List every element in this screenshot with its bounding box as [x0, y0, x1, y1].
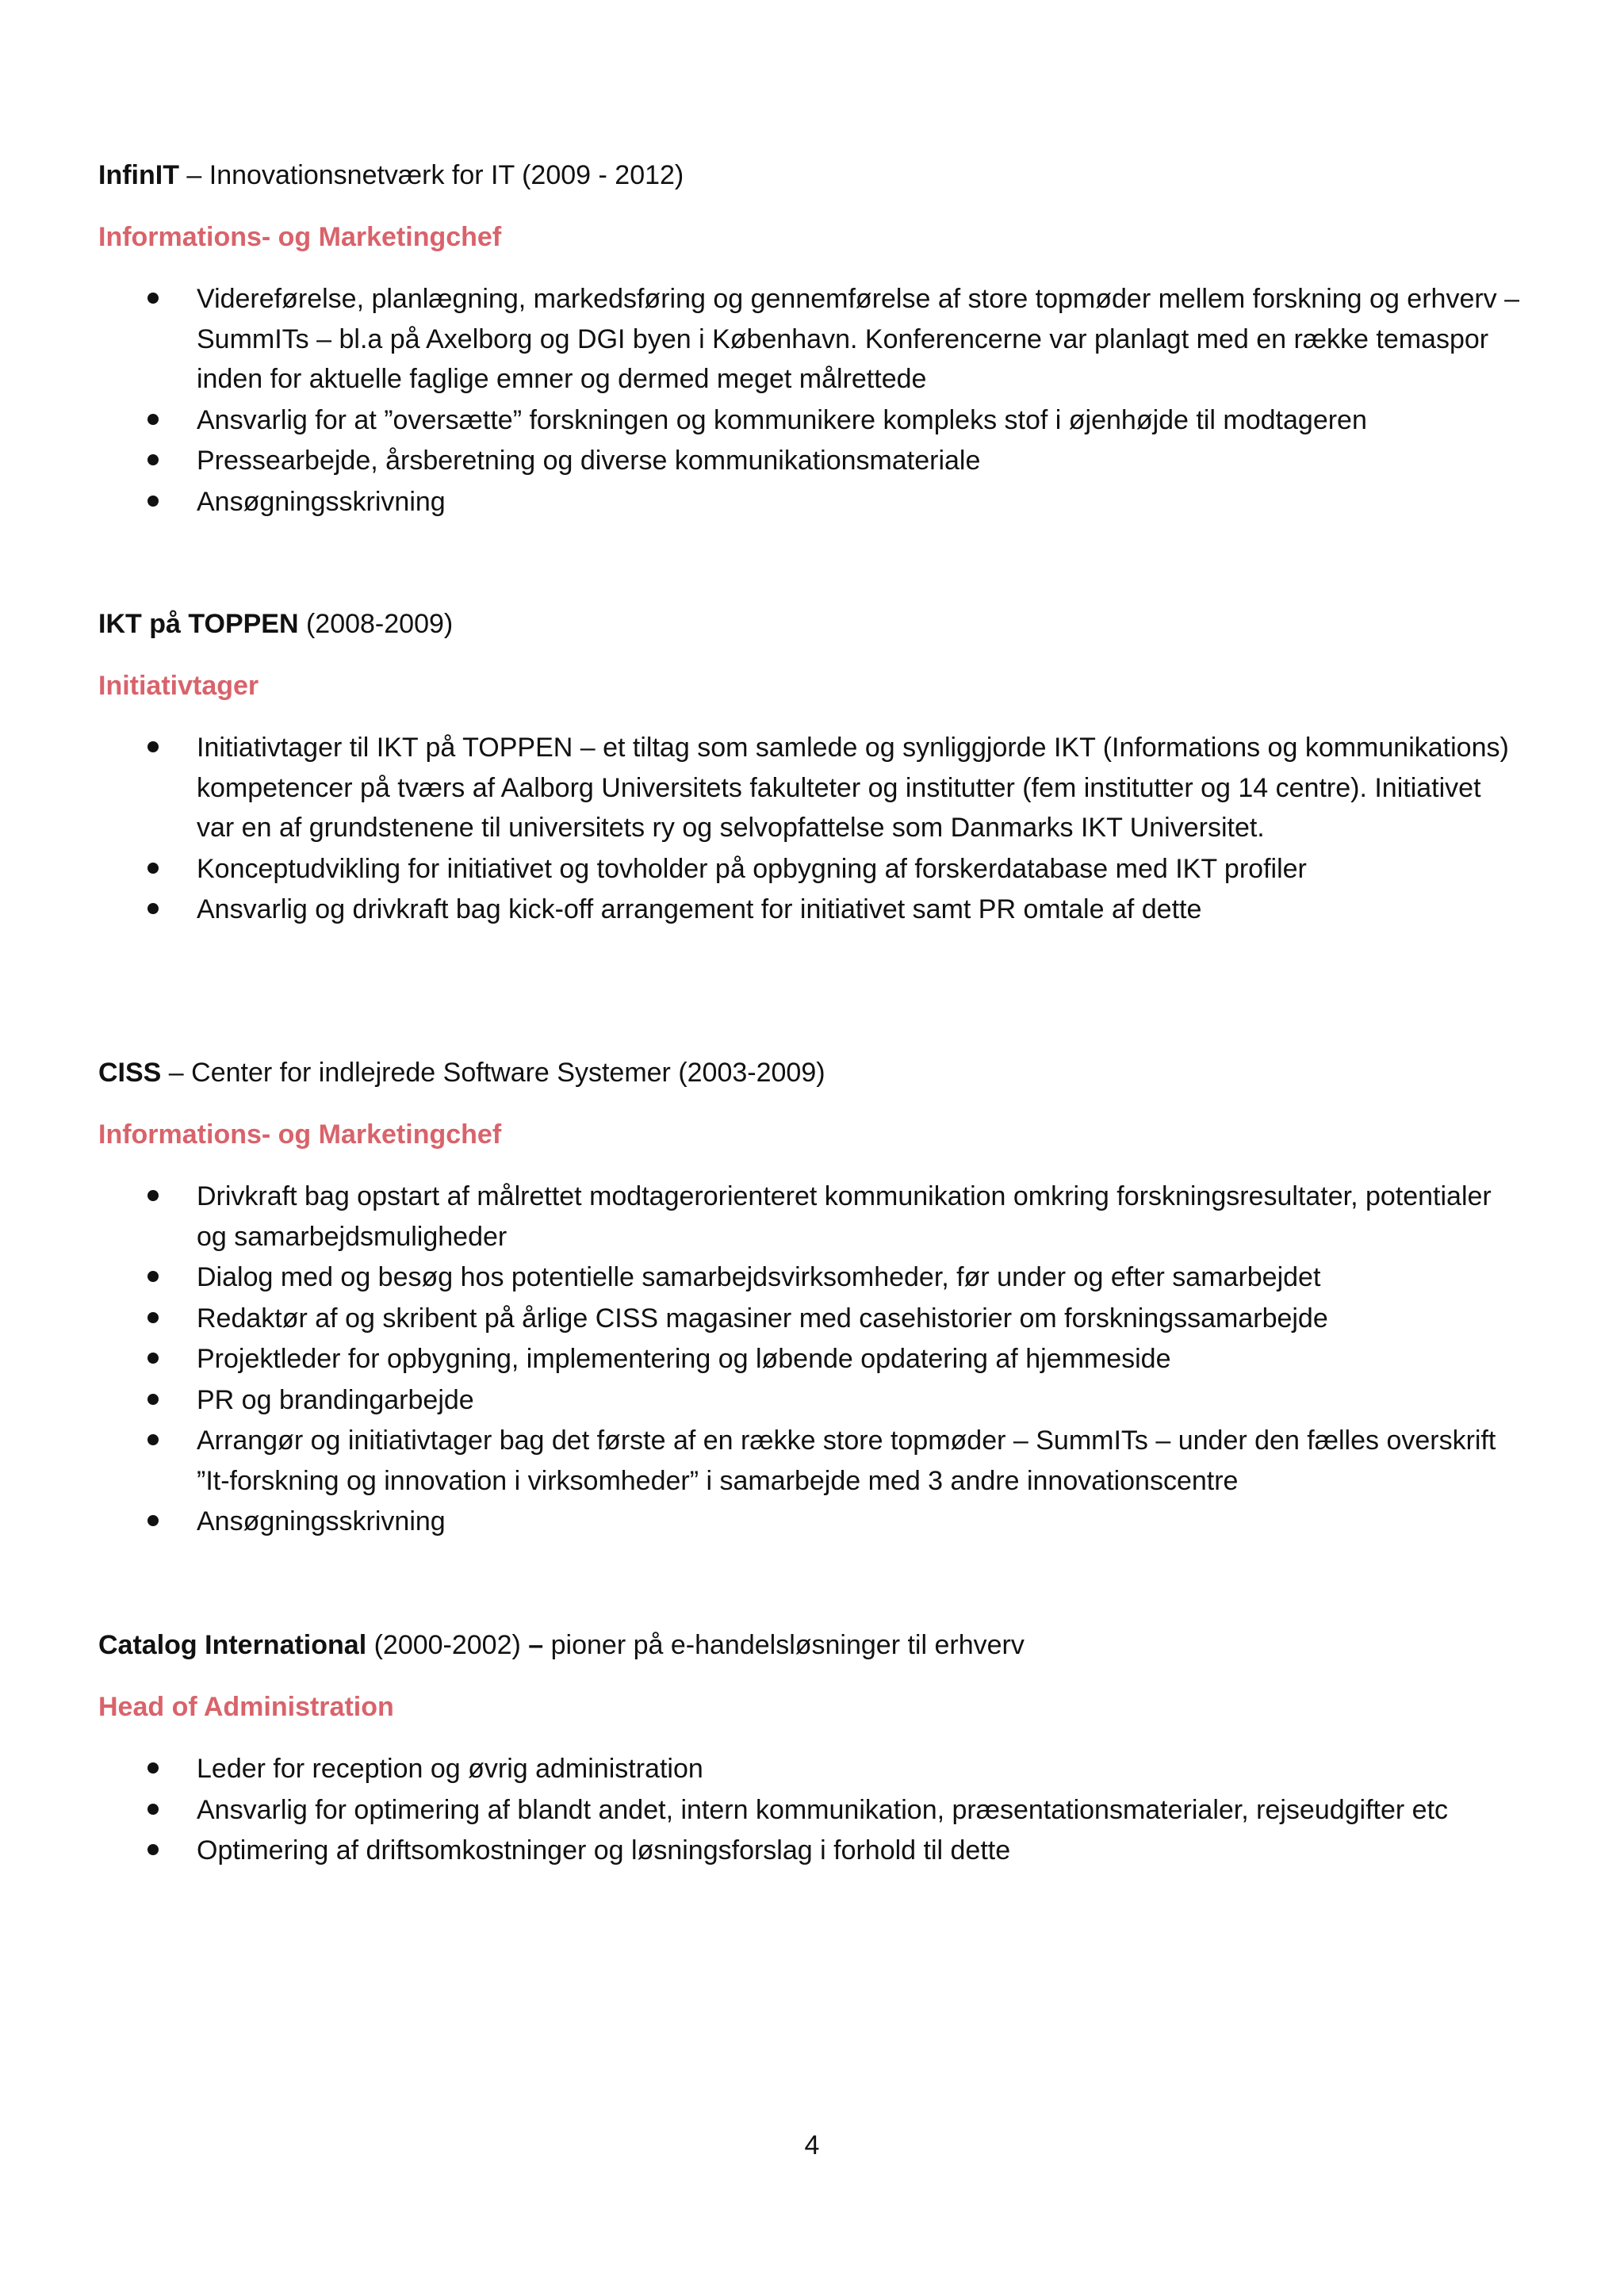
list-item [98, 279, 1526, 400]
list-item-text: Videreførelse, planlægning, markedsføring og gennemførelse af store topmøder mellem forskning og erhverv – SummITs – bl.a på Axelborg og DGI byen i København. Konferencerne var planlagt med en række temaspor inden for aktuelle faglige emner og dermed meget målrettede [197, 284, 1520, 394]
list-item [98, 1421, 1526, 1501]
list-item-text: PR og brandingarbejde [197, 1384, 474, 1415]
list-item [98, 400, 1526, 441]
company-name: InfinIT [98, 160, 179, 190]
list-item-text: Initiativtager til IKT på TOPPEN – et tiltag som samlede og synliggjorde IKT (Informations og kommunikations) kompetencer på tværs af Aalborg Universitets fakulteter og institutter (fem institutter og 14 centre). Initiativet var en af grundstenene til universitets ry og selvopfattelse som Danmarks IKT Universitet. [197, 733, 1509, 843]
list-item-text: Ansvarlig for optimering af blandt andet, intern kommunikation, præsentationsmaterialer, rejseudgifter etc [197, 1794, 1449, 1825]
list-item-text: Dialog med og besøg hos potentielle samarbejdsvirksomheder, før under og efter samarbejdet [197, 1262, 1321, 1292]
list-item [98, 441, 1526, 481]
company-name: IKT på TOPPEN [98, 609, 299, 639]
bullet-icon [147, 741, 159, 752]
section-catalog-international [98, 1625, 1526, 1872]
bullet-icon [147, 1515, 159, 1526]
list-item [98, 482, 1526, 522]
list-item [98, 890, 1526, 930]
company-name: Catalog International [98, 1630, 367, 1660]
company-name: CISS [98, 1058, 162, 1088]
list-item-text: Ansøgningsskrivning [197, 1506, 446, 1536]
list-item [98, 1257, 1526, 1298]
bullet-icon [147, 1190, 159, 1201]
role-title: Informations- og Marketingchef [98, 1119, 502, 1150]
list-item [98, 1790, 1526, 1831]
bullet-icon [147, 1844, 159, 1855]
company-details: – Innovationsnetværk for IT (2009 - 2012) [178, 160, 684, 190]
company-line [98, 1625, 1526, 1665]
company-line [98, 1053, 1526, 1093]
bullet-list [98, 1749, 1526, 1871]
bullet-icon [147, 903, 159, 914]
list-item-text: Pressearbejde, årsberetning og diverse kommunikationsmateriale [197, 446, 981, 476]
bullet-icon [147, 1804, 159, 1815]
list-item [98, 1502, 1526, 1542]
company-description: pioner på e-handelsløsninger til erhverv [543, 1630, 1025, 1660]
page-number: 4 [804, 2130, 820, 2160]
section-infinit [98, 155, 1526, 522]
company-separator: – [528, 1630, 544, 1660]
list-item-text: Redaktør af og skribent på årlige CISS magasiner med casehistorier om forskningssamarbejde [197, 1303, 1328, 1334]
list-item [98, 849, 1526, 890]
section-ikt-paa-toppen [98, 604, 1526, 931]
section-ciss [98, 1053, 1526, 1543]
company-details: – Center for indlejrede Software Systemer (2003-2009) [161, 1058, 825, 1088]
company-details: (2008-2009) [298, 609, 454, 639]
list-item-text: Leder for reception og øvrig administration [197, 1754, 703, 1784]
bullet-icon [147, 293, 159, 304]
bullet-icon [147, 1312, 159, 1323]
role-title: Informations- og Marketingchef [98, 222, 502, 252]
list-item-text: Ansøgningsskrivning [197, 486, 446, 517]
bullet-list [98, 1177, 1526, 1542]
bullet-icon [147, 454, 159, 465]
list-item-text: Ansvarlig for at ”oversætte” forskningen og kommunikere kompleks stof i øjenhøjde til modtageren [197, 404, 1367, 435]
bullet-list [98, 279, 1526, 522]
bullet-icon [147, 1762, 159, 1774]
list-item-text: Ansvarlig og drivkraft bag kick-off arrangement for initiativet samt PR omtale af dette [197, 894, 1202, 924]
company-details: (2000-2002) [366, 1630, 529, 1660]
list-item [98, 1831, 1526, 1871]
list-item-text: Arrangør og initiativtager bag det første af en række store topmøder – SummITs – under den fælles overskrift ”It-forskning og innovation i virksomheder” i samarbejde med 3 andre innovationscentre [197, 1425, 1496, 1496]
list-item-text: Drivkraft bag opstart af målrettet modtagerorienteret kommunikation omkring forskningsresultater, potentialer og samarbejdsmuligheder [197, 1181, 1492, 1252]
list-item [98, 1177, 1526, 1257]
list-item [98, 1380, 1526, 1421]
bullet-icon [147, 863, 159, 874]
bullet-icon [147, 496, 159, 507]
list-item [98, 1749, 1526, 1789]
role-title: Head of Administration [98, 1692, 394, 1722]
bullet-icon [147, 1271, 159, 1282]
role-title: Initiativtager [98, 671, 259, 701]
bullet-icon [147, 1353, 159, 1364]
company-line [98, 604, 1526, 644]
company-line [98, 155, 1526, 195]
bullet-icon [147, 1434, 159, 1445]
list-item-text: Projektleder for opbygning, implementering og løbende opdatering af hjemmeside [197, 1344, 1171, 1374]
list-item [98, 1299, 1526, 1339]
bullet-icon [147, 1394, 159, 1405]
list-item [98, 1339, 1526, 1380]
list-item [98, 728, 1526, 848]
bullet-icon [147, 414, 159, 425]
bullet-list [98, 728, 1526, 930]
list-item-text: Optimering af driftsomkostninger og løsningsforslag i forhold til dette [197, 1835, 1011, 1866]
list-item-text: Konceptudvikling for initiativet og tovholder på opbygning af forskerdatabase med IKT profiler [197, 853, 1307, 884]
